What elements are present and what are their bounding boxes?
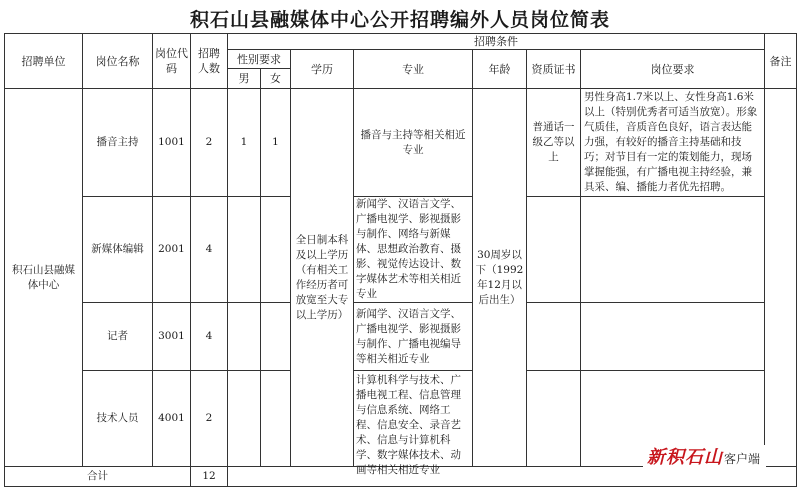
certificate-cell: [527, 371, 581, 467]
header-code: 岗位代码: [153, 34, 191, 89]
age-cell: 30周岁以下（1992年12月以后出生）: [473, 89, 527, 467]
position-code: 2001: [153, 197, 191, 303]
education-cell: 全日制本科及以上学历（有相关工作经历者可放宽至大专以上学历）: [291, 89, 354, 467]
male-count: [228, 303, 261, 371]
requirement-cell: 男性身高1.7米以上、女性身高1.6米以上（特别优秀者可适当放宽）。形象气质佳，音质音色良好，语言表达能力强，有较好的播音主持基础和技巧；对节目有一定的策划能力，现场掌握能强，有广播电视主持经验，兼具采、编、播能力者优先招聘。: [581, 89, 765, 197]
total-count: 12: [191, 467, 228, 487]
major-cell: 新闻学、汉语言文学、广播电视学、影视摄影与制作、广播电视编导等相关相近专业: [354, 303, 473, 371]
male-count: [228, 371, 261, 467]
header-requirement: 岗位要求: [581, 50, 765, 89]
watermark-logo: [643, 445, 766, 471]
position-name: 新媒体编辑: [83, 197, 153, 303]
position-count: 2: [191, 371, 228, 467]
requirement-cell: [581, 197, 765, 303]
header-gender: 性别要求: [228, 50, 291, 69]
female-count: 1: [261, 89, 291, 197]
position-code: 1001: [153, 89, 191, 197]
position-count: 4: [191, 303, 228, 371]
watermark-mark: 新积石山: [647, 447, 723, 468]
header-education: 学历: [291, 50, 354, 89]
position-name: 技术人员: [83, 371, 153, 467]
header-position: 岗位名称: [83, 34, 153, 89]
table-row: [5, 89, 797, 197]
total-label: 合计: [5, 467, 191, 487]
header-age: 年龄: [473, 50, 527, 89]
certificate-cell: [527, 303, 581, 371]
watermark-suffix: 客户端: [724, 452, 761, 466]
position-code: 3001: [153, 303, 191, 371]
document-title: 积石山县融媒体中心公开招聘编外人员岗位简表: [189, 9, 610, 31]
female-count: [261, 303, 291, 371]
header-count: 招聘人数: [191, 34, 228, 89]
unit-name-cell: 积石山县融媒体中心: [5, 89, 83, 467]
major-cell: [354, 371, 473, 476]
header-major: 专业: [354, 50, 473, 89]
position-name: 播音主持: [83, 89, 153, 197]
header-female: 女: [261, 69, 291, 89]
major-cell: 新闻学、汉语言文学、广播电视学、影视摄影与制作、网络与新媒体、思想政治教育、摄影、视觉传达设计、数字媒体艺术等相关相近专业: [354, 197, 473, 303]
header-remarks: 备注: [765, 34, 797, 89]
header-certificate: 资质证书: [527, 50, 581, 89]
recruitment-table: [4, 33, 797, 487]
requirement-cell: [581, 303, 765, 371]
header-male: 男: [228, 69, 261, 89]
male-count: [228, 197, 261, 303]
header-conditions: 招聘条件: [228, 34, 765, 50]
position-code: 4001: [153, 371, 191, 467]
position-name: 记者: [83, 303, 153, 371]
table-row: [5, 303, 797, 371]
table-row: [5, 197, 797, 303]
certificate-cell: [527, 197, 581, 303]
position-count: 4: [191, 197, 228, 303]
header-unit: 招聘单位: [5, 34, 83, 89]
remarks-cell: [765, 89, 797, 467]
certificate-cell: 普通话一级乙等以上: [527, 89, 581, 197]
male-count: 1: [228, 89, 261, 197]
major-cell: 播音与主持等相关相近专业: [354, 89, 473, 197]
major-text: 计算机科学与技术、广播电视工程、信息管理与信息系统、网络工程、信息安全、录音艺术、信息与计算机科学、数字媒体技术、动画等相关相近专业: [356, 374, 461, 476]
female-count: [261, 371, 291, 467]
female-count: [261, 197, 291, 303]
position-count: 2: [191, 89, 228, 197]
